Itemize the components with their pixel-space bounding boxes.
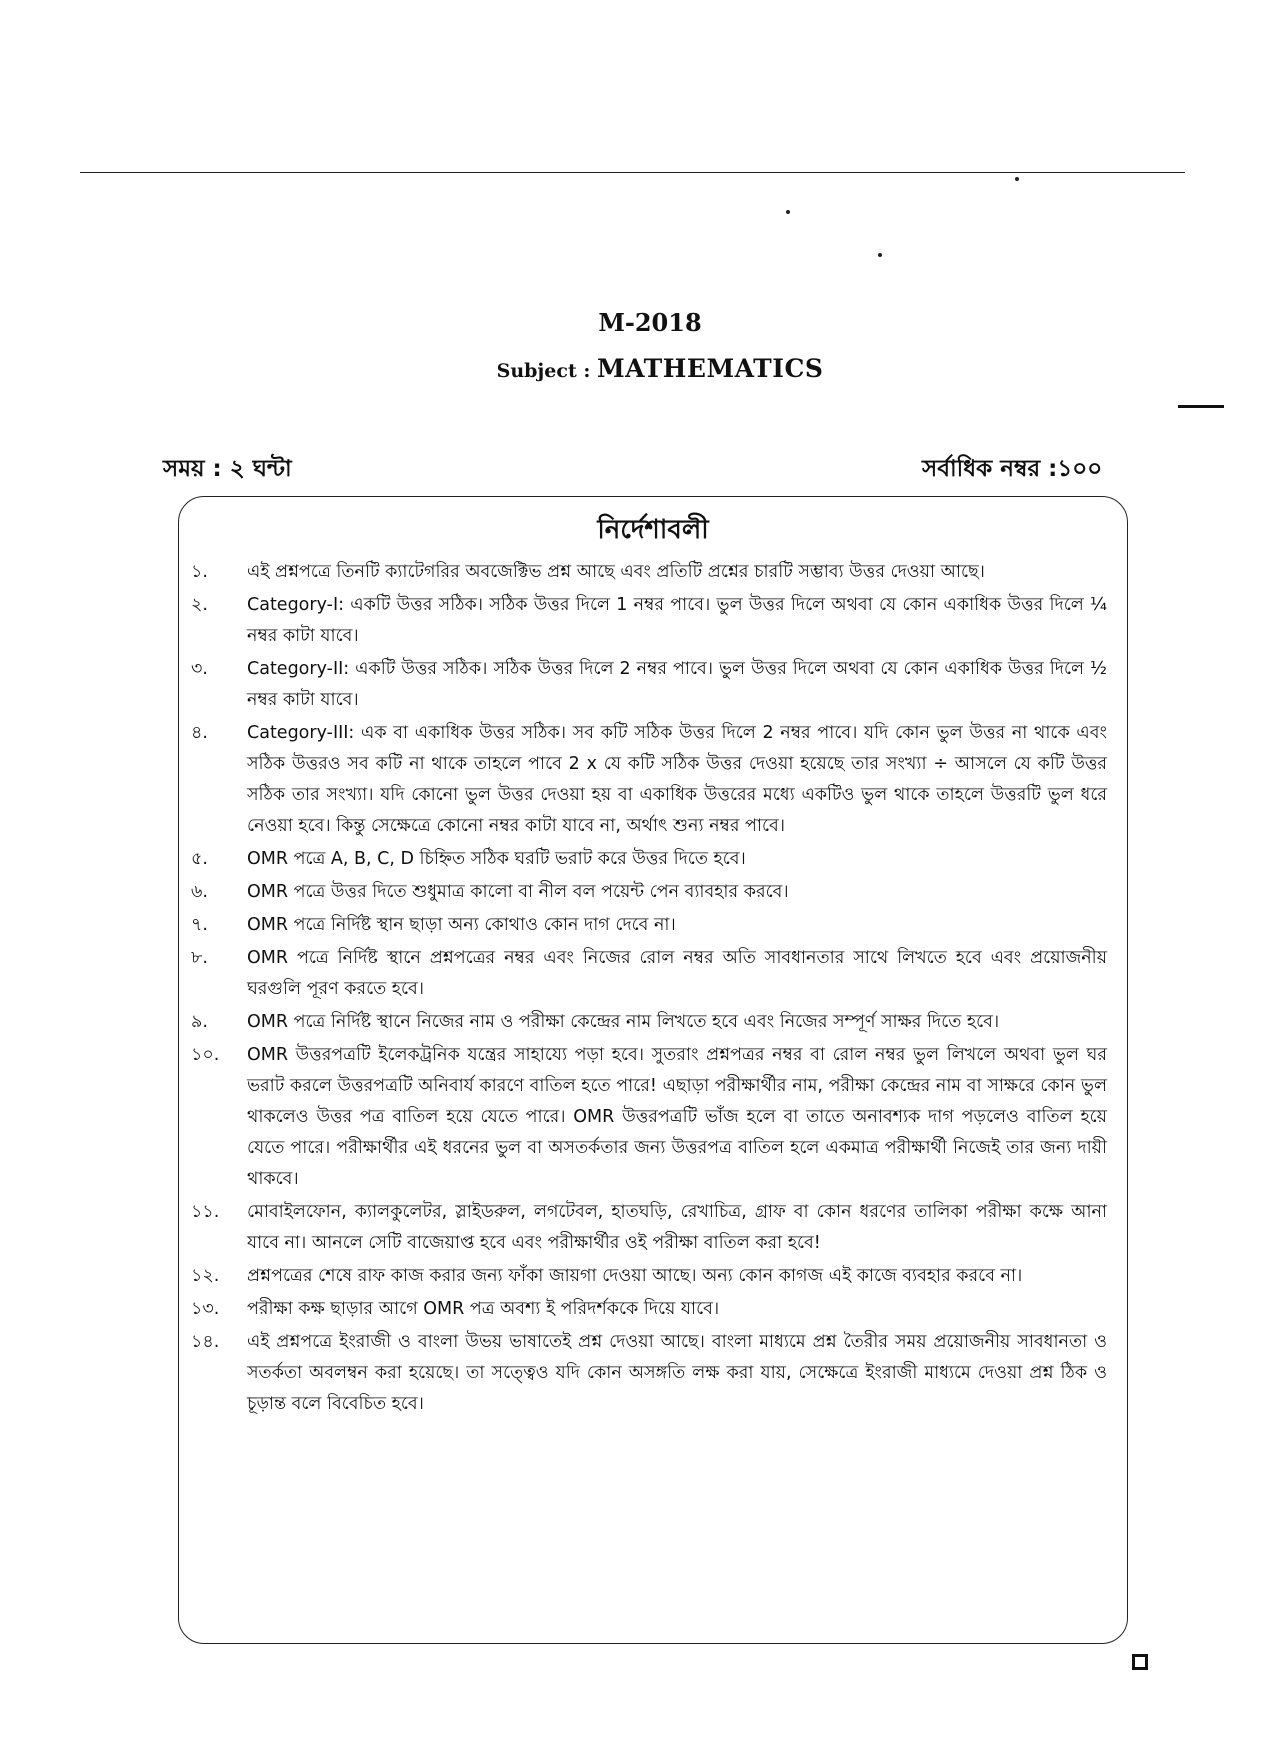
instruction-text: OMR পত্রে উত্তর দিতে শুধুমাত্র কালো বা নীল বল পয়েন্ট পেন ব্যাবহার করবে। (247, 882, 789, 902)
instruction-item (179, 877, 1127, 908)
page-marker-square (1132, 1654, 1148, 1670)
instruction-number: ১২. (191, 1266, 220, 1286)
instruction-number: ৪. (191, 723, 208, 743)
instruction-item (179, 1327, 1127, 1420)
instruction-text: OMR পত্রে A, B, C, D চিহ্নিত সঠিক ঘরটি ভরাট করে উত্তর দিতে হবে। (247, 849, 746, 869)
instruction-text: OMR পত্রে নির্দিষ্ট স্থানে নিজের নাম ও পরীক্ষা কেন্দ্রের নাম লিখতে হবে এবং নিজের সম্পূর্ণ সাক্ষর দিতে হবে। (247, 1012, 1000, 1032)
instruction-text: OMR উত্তরপত্রটি ইলেকট্রনিক যন্ত্রের সাহায্যে পড়া হবে। সুতরাং প্রশ্নপত্রর নম্বর বা রোল নম্বর ভুল লিখলে অথবা ভুল ঘর ভরাট করলে উত্তরপত্রটি অনিবার্য কারণে বাতিল হতে পারে! এছাড়া পরীক্ষার্থীর নাম, পরীক্ষা কেন্দ্রের নাম বা সাক্ষরে কোন ভুল থাকলেও উত্তর পত্র বাতিল হয়ে যেতে পারে। OMR উত্তরপত্রটি ভাঁজ হলে বা তাতে অনাবশ্যক দাগ পড়লেও বাতিল হয়ে যেতে পারে। পরীক্ষার্থীর এই ধরনের ভুল বা অসতর্কতার জন্য উত্তরপত্র বাতিল হলে একমাত্র পরীক্ষার্থী নিজেই তার জন্য দায়ী থাকবে। (247, 1045, 1107, 1189)
top-divider-line (80, 172, 1185, 173)
instruction-item (179, 910, 1127, 941)
instruction-item (179, 1007, 1127, 1038)
instruction-item (179, 557, 1127, 588)
instruction-number: ৭. (191, 915, 208, 935)
instructions-title: নির্দেশাবলী (597, 515, 709, 545)
instruction-item (179, 590, 1127, 652)
scan-speck (786, 210, 790, 214)
instructions-list (179, 557, 1127, 1422)
instruction-text: OMR পত্রে নির্দিষ্ট স্থানে প্রশ্নপত্রের নম্বর এবং নিজের রোল নম্বর অতি সাবধানতার সাথে লিখতে হবে এবং প্রয়োজনীয় ঘরগুলি পূরণ করতে হবে। (247, 948, 1107, 999)
instruction-number: ২. (191, 595, 208, 615)
instruction-number: ১. (191, 562, 208, 582)
exam-duration: সময় : ২ ঘন্টা (163, 456, 292, 482)
instruction-text: প্রশ্নপত্রের শেষে রাফ কাজ করার জন্য ফাঁকা জায়গা দেওয়া আছে। অন্য কোন কাগজ এই কাজে ব্যবহার করবে না। (247, 1266, 1023, 1286)
instruction-number: ১৩. (191, 1299, 220, 1319)
instruction-number: ৬. (191, 882, 208, 902)
subject-name: MATHEMATICS (596, 354, 824, 383)
instruction-item (179, 943, 1127, 1005)
subject-label: Subject : (496, 360, 597, 382)
instruction-item (179, 1294, 1127, 1325)
instruction-item (179, 654, 1127, 716)
exam-code: M-2018 (598, 308, 702, 337)
instruction-text: Category-II: একটি উত্তর সঠিক। সঠিক উত্তর দিলে 2 নম্বর পাবে। ভুল উত্তর দিলে অথবা যে কোন একাধিক উত্তর দিলে ½ নম্বর কাটা যাবে। (247, 659, 1107, 710)
instruction-number: ১০. (191, 1045, 220, 1065)
instruction-number: ৩. (191, 659, 208, 679)
instruction-text: Category-III: এক বা একাধিক উত্তর সঠিক। সব কটি সঠিক উত্তর দিলে 2 নম্বর পাবে। যদি কোন ভুল উত্তর না থাকে এবং সঠিক উত্তরও সব কটি না থাকে তাহলে পাবে 2 x যে কটি সঠিক উত্তর দেওয়া হয়েছে তার সংখ্যা ÷ আসলে যে কটি উত্তর সঠিক তার সংখ্যা। যদি কোনো ভুল উত্তর দেওয়া হয় বা একাধিক উত্তরের মধ্যে একটিও ভুল থাকে তাহলে উত্তরটি ভুল ধরে নেওয়া হবে। কিন্তু সেক্ষেত্রে কোনো নম্বর কাটা যাবে না, অর্থাৎ শুন্য নম্বর পাবে। (247, 723, 1107, 836)
instruction-number: ১১. (191, 1202, 220, 1222)
scan-speck (878, 253, 882, 257)
instructions-box (178, 496, 1128, 1644)
instruction-number: ৮. (191, 948, 208, 968)
instruction-text: এই প্রশ্নপত্রে ইংরাজী ও বাংলা উভয় ভাষাতেই প্রশ্ন দেওয়া আছে। বাংলা মাধ্যমে প্রশ্ন তৈরীর সময় প্রয়োজনীয় সাবধানতা ও সতর্কতা অবলম্বন করা হয়েছে। তা সত্ত্বেও যদি কোন অসঙ্গতি লক্ষ করা যায়, সেক্ষেত্রে ইংরাজী মাধ্যমে দেওয়া প্রশ্ন ঠিক ও চূড়ান্ত বলে বিবেচিত হবে। (247, 1332, 1107, 1414)
instruction-text: পরীক্ষা কক্ষ ছাড়ার আগে OMR পত্র অবশ্য ই পরিদর্শককে দিয়ে যাবে। (247, 1299, 720, 1319)
instruction-item (179, 1261, 1127, 1292)
margin-dash-mark (1178, 405, 1224, 408)
instruction-item (179, 844, 1127, 875)
instruction-text: মোবাইলফোন, ক্যালকুলেটর, স্লাইডরুল, লগটেবল, হাতঘড়ি, রেখাচিত্র, গ্রাফ বা কোন ধরণের তালিকা পরীক্ষা কক্ষে আনা যাবে না। আনলে সেটি বাজেয়াপ্ত হবে এবং পরীক্ষার্থীর ওই পরীক্ষা বাতিল করা হবে! (247, 1202, 1107, 1253)
instruction-number: ৫. (191, 849, 208, 869)
instruction-item (179, 1040, 1127, 1195)
instruction-item (179, 1197, 1127, 1259)
subject-line (470, 354, 850, 383)
instruction-item (179, 718, 1127, 842)
instruction-number: ১৪. (191, 1332, 220, 1352)
instruction-text: OMR পত্রে নির্দিষ্ট স্থান ছাড়া অন্য কোথাও কোন দাগ দেবে না। (247, 915, 676, 935)
instruction-number: ৯. (191, 1012, 208, 1032)
instruction-text: Category-I: একটি উত্তর সঠিক। সঠিক উত্তর দিলে 1 নম্বর পাবে। ভুল উত্তর দিলে অথবা যে কোন একাধিক উত্তর দিলে ¼ নম্বর কাটা যাবে। (247, 595, 1107, 646)
full-marks: সর্বাধিক নম্বর :১০০ (922, 456, 1103, 482)
scan-speck (1015, 177, 1019, 181)
instruction-text: এই প্রশ্নপত্রে তিনটি ক্যাটেগরির অবজেক্টিভ প্রশ্ন আছে এবং প্রতিটি প্রশ্নের চারটি সম্ভাব্য উত্তর দেওয়া আছে। (247, 562, 985, 582)
